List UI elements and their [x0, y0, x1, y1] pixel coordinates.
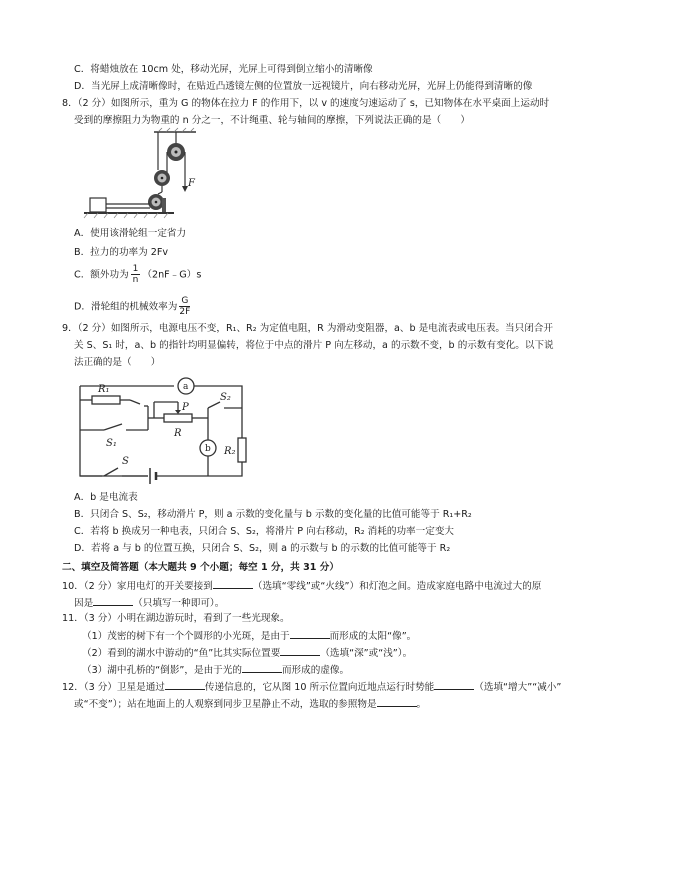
q9-option-c: C．若将 b 换成另一种电表，只闭合 S、S₂，将滑片 P 向右移动，R₂ 消耗的功率一定变大 — [74, 526, 455, 537]
q7-option-c: C．将蜡烛放在 10cm 处，移动光屏，光屏上可得到倒立缩小的清晰像 — [74, 64, 373, 75]
q11-1-text-b: 而形成的太阳“像”。 — [329, 631, 417, 642]
label-r: R — [174, 428, 182, 439]
q8-stem-line1: 8．（2 分）如图所示，重为 G 的物体在拉力 F 的作用下，以 v 的速度匀速运动了 s，已知物体在水平桌面上运动时 — [62, 98, 550, 109]
q9-stem-line2: 关 S、S₁ 时，a、b 的指针均明显偏转，将位于中点的滑片 P 向左移动，a 的示数不变，b 的示数有变化。以下说 — [74, 340, 554, 351]
label-r1: R₁ — [98, 384, 110, 395]
answer-blank[interactable] — [290, 629, 330, 639]
label-r2: R₂ — [224, 446, 236, 457]
label-p: P — [182, 402, 189, 413]
force-label: F — [188, 178, 195, 189]
q8c-numerator: 1 — [132, 264, 139, 274]
q10-line1 — [62, 579, 541, 593]
meter-a-label: a — [183, 382, 189, 392]
meter-b-label: b — [205, 444, 211, 454]
q10-text-a: 10．（2 分）家用电灯的开关要接到 — [62, 581, 213, 592]
q8c-denominator: n — [132, 275, 139, 285]
label-s1: S₁ — [106, 438, 117, 449]
q11-3-text-b: 而形成的虚像。 — [281, 665, 350, 676]
q11-3-text-a: （3）湖中孔桥的“倒影”，是由于光的 — [82, 665, 242, 676]
q12-line2 — [74, 697, 426, 711]
answer-blank[interactable] — [377, 697, 417, 707]
q9-option-a: A．b 是电流表 — [74, 492, 138, 503]
q12-text-d: 或“不变”）；站在地面上的人观察到同步卫星静止不动，选取的参照物是 — [74, 699, 377, 710]
q11-1-text-a: （1）茂密的树下有一个个圆形的小光斑，是由于 — [82, 631, 290, 642]
answer-blank[interactable] — [213, 579, 253, 589]
q8c-suffix: （2nF﹣G）s — [142, 269, 202, 281]
q9-stem-line1: 9．（2 分）如图所示，电源电压不变，R₁、R₂ 为定值电阻，R 为滑动变阻器，a、b 是电流表或电压表。当只闭合开 — [62, 323, 553, 334]
q8-stem-line2: 受到的摩擦阻力为物重的 n 分之一，不计绳重、轮与轴间的摩擦，下列说法正确的是（ ） — [74, 115, 470, 126]
q11-stem: 11．（3 分）小明在湖边游玩时，看到了一些光现象。 — [62, 613, 290, 624]
q12-text-e: 。 — [416, 699, 427, 710]
q10-text-d: （只填写一种即可）。 — [133, 598, 225, 609]
answer-blank[interactable] — [165, 680, 205, 690]
q8d-prefix: D．滑轮组的机械效率为 — [74, 301, 178, 313]
section-two-heading: 二、填空及简答题（本大题共 9 个小题；每空 1 分，共 31 分） — [62, 562, 339, 573]
answer-blank[interactable] — [280, 646, 320, 656]
q8-option-b: B．拉力的功率为 2Fv — [74, 247, 169, 258]
q11-sub3 — [82, 663, 349, 677]
answer-blank[interactable] — [242, 663, 282, 673]
pulley-figure — [84, 130, 204, 222]
q10-text-b: （选填“零线”或“火线”）和灯泡之间。造成家庭电路中电流过大的原 — [252, 581, 542, 592]
q12-text-c: （选填“增大”“减小” — [474, 682, 562, 693]
q12-line1 — [62, 680, 561, 694]
q8-option-c — [74, 264, 201, 285]
q11-sub2 — [82, 646, 412, 660]
answer-blank[interactable] — [434, 680, 474, 690]
q11-2-text-b: （选填“深”或“浅”）。 — [320, 648, 413, 659]
q8c-fraction — [131, 264, 141, 285]
q9-option-d: D．若将 a 与 b 的位置互换，只闭合 S、S₂，则 a 的示数与 b 的示数的比值可能等于 R₂ — [74, 543, 451, 554]
q11-sub1 — [82, 629, 416, 643]
label-s: S — [122, 456, 129, 467]
q12-text-a: 12．（3 分）卫星是通过 — [62, 682, 165, 693]
q10-text-c: 因是 — [74, 598, 94, 609]
q8-option-d — [74, 296, 192, 317]
q8d-numerator: G — [181, 296, 189, 306]
q11-2-text-a: （2）看到的湖水中游动的“鱼”比其实际位置要 — [82, 648, 281, 659]
q7-option-d: D．当光屏上成清晰像时，在贴近凸透镜左侧的位置放一远视镜片，向右移动光屏，光屏上仍能得到清晰的像 — [74, 81, 533, 92]
q8d-denominator: 2F — [179, 307, 191, 317]
q12-text-b: 传递信息的，它从图 10 所示位置向近地点运行时势能 — [204, 682, 435, 693]
q8c-prefix: C．额外功为 — [74, 269, 129, 281]
label-s2: S₂ — [220, 392, 231, 403]
q10-line2 — [74, 596, 224, 610]
q9-option-b: B．只闭合 S、S₂，移动滑片 P，则 a 示数的变化量与 b 示数的变化量的比值可能等于 R₁+R₂ — [74, 509, 472, 520]
q8d-fraction — [179, 296, 190, 317]
q8-option-a: A．使用该滑轮组一定省力 — [74, 228, 187, 239]
q9-stem-line3: 法正确的是（ ） — [74, 357, 161, 368]
answer-blank[interactable] — [93, 596, 133, 606]
circuit-figure — [74, 372, 254, 484]
